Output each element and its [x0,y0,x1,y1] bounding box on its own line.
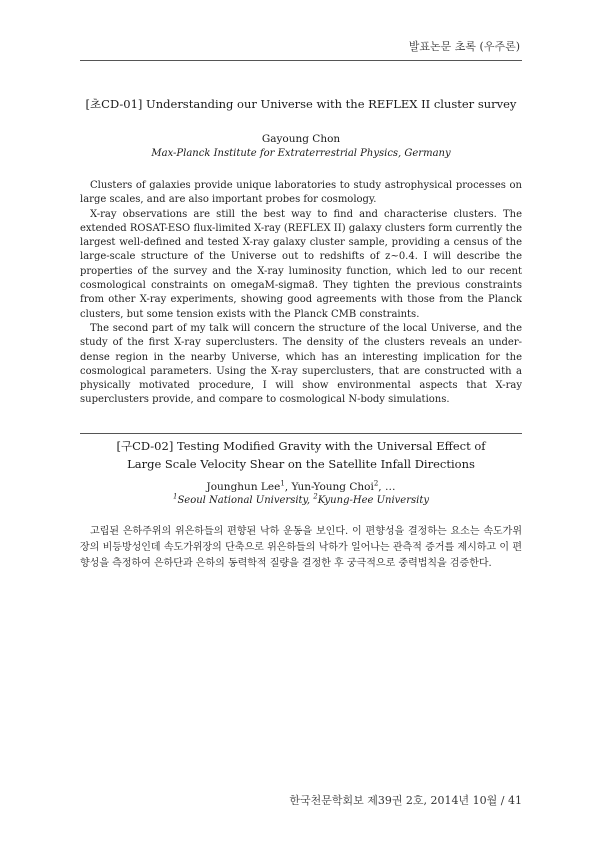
affiliation-line [80,492,522,506]
affiliation-name: Seoul National University, [177,495,314,506]
abstract-title [80,437,522,473]
abstract-code: [초CD-01] [85,97,143,111]
abstract-title-text: Large Scale Velocity Shear on the Satellite Infall Directions [127,457,475,471]
page-footer: 한국천문학회보 제39권 2호, 2014년 10월 / 41 [289,794,522,807]
author-line: Jounghun Lee$^1$, Yun-Young Choi$^2$, … [206,479,396,493]
affil-mark: 1 [172,492,178,501]
author-etc: , … [378,481,396,493]
author-affil-mark: 2 [373,479,379,488]
running-head: 발표논문 초록 (우주론) [408,40,520,53]
abstract-title-text: Testing Modified Gravity with the Universal Effect of [176,439,486,453]
abstract-paragraph: Clusters of galaxies provide unique laboratories to study astrophysical processes on large scales, and are also important probes for cosmology. [80,180,522,206]
abstract-paragraph: The second part of my talk will concern the structure of the local Universe, and the study of the first X-ray superclusters. The density of the clusters reveals an under-dense region in the nearby Universe, which has an interesting implication for the cosmological parameters. Using the X-ray superclusters, that are constructed with a physically motivated procedure, I will show environmental aspects that X-ray superclusters provide, and compare to cosmological N-body simulations. [80,322,522,406]
abstract-title [80,95,522,113]
section-rule [80,433,522,434]
author-affil-mark: 1 [280,479,285,488]
author-name: Jounghun Lee [206,481,281,493]
affiliation-line: Max-Planck Institute for Extraterrestrial Physics, Germany [151,148,451,159]
abstract-paragraph: 고립된 은하주위의 위은하들의 편향된 낙하 운동을 보인다. 이 편향성을 결정하는 요소는 속도가위장의 비등방성인데 속도가위장의 단축으로 위은하들의 낙하가 일어나는 관측적 증거를 제시하고 이 편향성을 측정하여 은하단과 은하의 동력학적 질량을 결정한 후 궁극적으로 중력법칙을 검증한다. [80,526,522,569]
abstract-body [80,524,522,572]
abstract-code: [구CD-02] [116,439,174,453]
affil-mark: 2 [313,492,318,501]
affiliation-name: Kyung-Hee University [317,495,429,506]
author-line: Gayoung Chon [261,133,341,145]
abstract-body [80,179,522,408]
abstract-paragraph: X-ray observations are still the best way to find and characterise clusters. The extended ROSAT-ESO flux-limited X-ray (REFLEX II) galaxy clusters form currently the largest well-defined and tested X-ray galaxy cluster sample, providing a census of the large-scale structure of the Universe out to redshifts of z~0.4. I will describe the properties of the survey and the X-ray luminosity function, which led to our recent cosmological constraints on omegaM-sigma8. They tighten the previous constraints from other X-ray experiments, showing good agreements with those from the Planck clusters, but some tension exists with the Planck CMB constraints. [80,208,522,320]
abstract-title-text: Understanding our Universe with the REFLEX II cluster survey [146,97,517,111]
header-rule [80,60,522,61]
author-name: Yun-Young Choi [291,481,374,493]
